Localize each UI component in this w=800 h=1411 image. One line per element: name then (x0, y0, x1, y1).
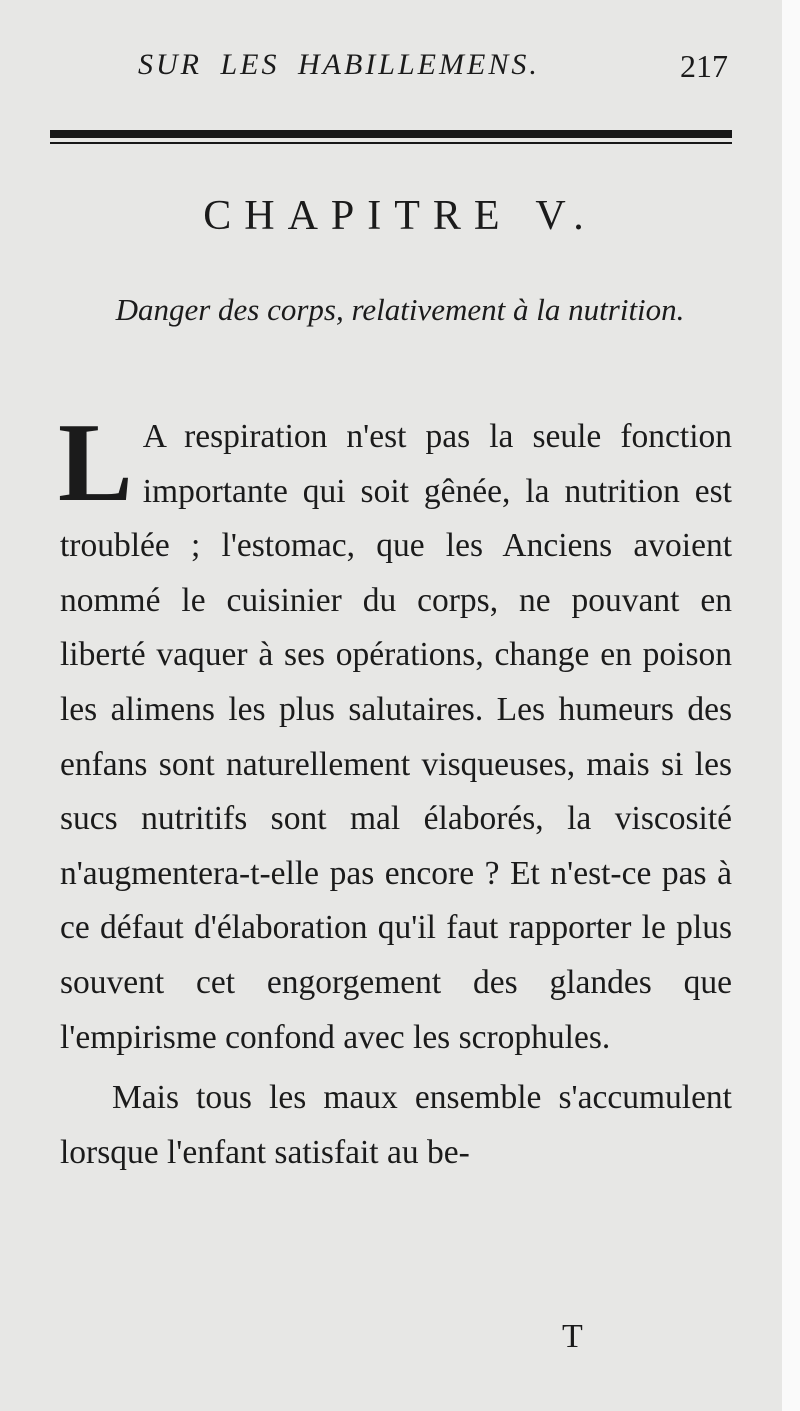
paragraph-1-text: A respiration n'est pas la seule fonction importante qui soit gênée, la nutrition est troublée ; l'estomac, que les Anciens avoient nommé le cuisinier du corps, ne pouvant en liberté vaquer à ses opérations, change en poison les alimens les plus salutaires. Les humeurs des enfans sont naturellement visqueuses, mais si les sucs nutritifs sont mal élaborés, la viscosité n'augmentera-t-elle pas encore ? Et n'est-ce pas à ce défaut d'élaboration qu'il faut rapporter le plus souvent cet engorgement des glandes que l'empirisme confond avec les scrophules. (60, 418, 732, 1056)
header-rule (50, 130, 732, 144)
chapter-heading: CHAPITRE V. (203, 193, 597, 239)
running-head (138, 48, 728, 98)
page-number: 217 (680, 48, 728, 84)
running-title: SUR LES HABILLEMENS. (138, 48, 540, 81)
chapter-subtitle: Danger des corps, relativement à la nutrition. (115, 292, 685, 327)
header-rule-thick (50, 130, 732, 138)
header-rule-thin (50, 142, 732, 144)
paragraph-2: Mais tous les maux ensemble s'accumulent lorsque l'enfant satisfait au be- (60, 1079, 732, 1171)
signature-mark: T (562, 1318, 583, 1355)
drop-cap: L (58, 401, 133, 525)
paragraph-1 (58, 401, 732, 1065)
body-text (58, 401, 732, 1180)
